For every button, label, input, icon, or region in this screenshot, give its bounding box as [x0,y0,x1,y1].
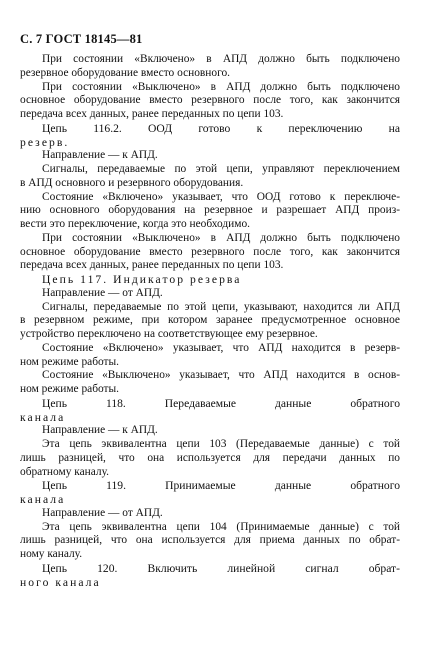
text-line: При состоянии «Включено» в АПД должно быть подключено [42,53,400,65]
text-line: Эта цепь эквивалентна цепи 103 (Передаваемые данные) с той [42,438,400,450]
text-line: Сигналы, передаваемые по этой цепи, указывают, находится ли АПД [42,300,400,313]
text-line: Состояние «Включено» указывает, что ООД готово к переключе- [42,190,400,203]
text-line: ном режиме работы. [20,383,120,395]
text-line: лишь разницей, что она используется для приема данных по обрат- [20,534,400,547]
body-text [20,53,400,589]
text-line: Эта цепь эквивалентна цепи 104 (Принимаемые данные) с той [42,520,400,533]
section-heading-line: резерв. [20,135,70,149]
text-line: резервное оборудование вместо основного. [20,66,231,79]
text-line: Направление — от АПД. [42,506,163,519]
text-line: основное оборудование вместо резервного после того, как закончится [20,245,400,258]
text-line: ному каналу. [20,548,83,560]
section-heading-line: канала [20,410,66,424]
section-heading-line: Цепь 117. Индикатор резерва [42,273,242,286]
text-line: вести это переключение, когда это необходимо. [20,218,251,230]
text-line: Сигналы, передаваемые по этой цепи, управляют переключением [42,163,400,175]
text-line: При состоянии «Выключено» в АПД должно быть подключено [42,80,400,93]
text-line: Направление — к АПД. [42,424,158,437]
text-line: передача всех данных, ранее переданных по цепи 103. [20,108,284,120]
text-line: Состояние «Включено» указывает, что АПД находится в резерв- [42,341,400,354]
section-heading-line: канала [20,493,66,506]
text-line: лишь разницей, что она используется для передачи данных по [20,451,400,464]
text-line: устройство переключено на соответствующее ему резервное. [20,328,318,340]
text-line: При состоянии «Выключено» в АПД должно быть подключено [42,231,400,244]
section-heading-line: Цепь 119. Принимаемые данные обратного [42,479,400,493]
text-line: основное оборудование вместо резервного после того, как закончится [20,94,400,107]
section-heading-line: ного канала [20,575,101,589]
text-line: в АПД основного и резервного оборудования. [20,176,244,189]
text-line: Состояние «Выключено» указывает, что АПД находится в основ- [42,369,400,382]
text-line: передача всех данных, ранее переданных по цепи 103. [20,259,284,272]
text-line: ном режиме работы. [20,355,120,368]
text-line: обратному каналу. [20,465,110,478]
text-line: в резервном режиме, при котором заранее предусмотренное основное [20,314,400,327]
text-line: Направление — к АПД. [42,149,158,162]
section-heading-line: Цепь 118. Передаваемые данные обратного [42,396,400,410]
text-line: нию основного оборудования на резервное и разрешает АПД произ- [20,204,400,217]
section-heading-line: Цепь 116.2. ООД готово к переключению на [42,121,400,135]
section-heading-line: Цепь 120. Включить линейной сигнал обрат- [42,561,400,575]
page-header: С. 7 ГОСТ 18145—81 [20,32,143,46]
text-line: Направление — от АПД. [42,286,163,299]
